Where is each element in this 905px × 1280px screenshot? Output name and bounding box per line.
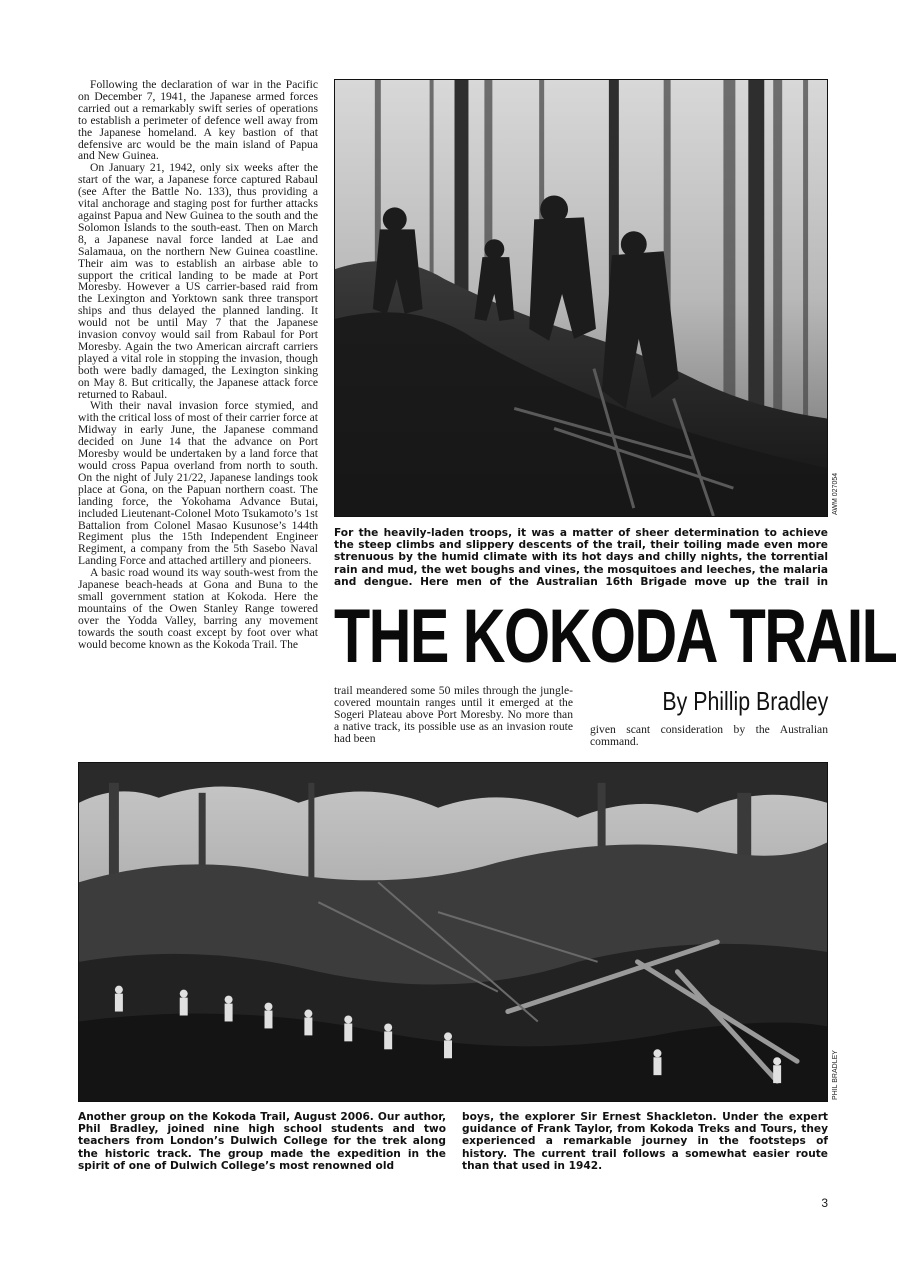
photo-caption-bottom-right: boys, the explorer Sir Ernest Shackleton. Under the expert guidance of Frank Taylor, from Kokoda Treks and Tours, they experienced a remarkable journey in the footsteps of history. The current trail follows a somewhat easier route than that used in 1942. <box>462 1111 828 1172</box>
photo-soldiers-image <box>335 80 827 516</box>
headline-text: THE KOKODA TRAIL <box>334 594 897 679</box>
page-number: 3 <box>821 1196 828 1210</box>
article-paragraph: With their naval invasion force stymied, and with the critical loss of most of their carrier force at Midway in early June, the Japanese command decided on June 14 that the advance on Port Moresby would be undertaken by a land force that would cross Papua overland from north to south. On the night of July 21/22, Japanese landings took place at Gona, on the Papuan northern coast. The landing force, the Yokohama Advance Butai, included Lieutenant-Colonel Moto Tsukamoto’s 1st Battalion from Colonel Masao Kusunose’s 144th Regiment plus the 15th Independent Engineer Regiment, a company from the 5th Sasebo Naval Landing Force and attached artillery and pioneers. <box>78 399 318 568</box>
article-paragraph: A basic road wound its way south-west from the Japanese beach-heads at Gona and Buna to the small government station at Kokoda. Here the mountains of the Owen Stanley Range towered over the Yodda Valley, barring any movement towards the south coast except by foot over what would become known as the Kokoda Trail. The <box>78 566 318 651</box>
article-paragraph: trail meandered some 50 miles through the jungle-covered mountain ranges until it emerged at the Sogeri Plateau above Port Moresby. No more than a native track, its possible use as an invasion route had been <box>334 685 573 745</box>
photo-trekking-image <box>79 763 827 1101</box>
article-paragraph: On January 21, 1942, only six weeks after the start of the war, a Japanese force captured Rabaul (see After the Battle No. 133), thus providing a vital anchorage and staging post for further attacks against Papua and New Guinea to the south and the Solomon Islands to the south-east. Then on March 8, a Japanese naval force landed at Lae and Salamaua, on the northern New Guinea coastline. Their aim was to establish an airbase able to support the critical landing to be made at Port Moresby. However a US carrier-based raid from the Lexington and Yorktown sank three transport ships and thus delayed the planned landing. It would not be until May 7 that the Japanese invasion convoy would sail from Rabaul for Port Moresby. Again the two American aircraft carriers played a vital role in stopping the invasion, though both were badly damaged, the Lexington sinking on May 8. But critically, the Japanese attack force returned to Rabaul. <box>78 161 318 401</box>
article-paragraph: Following the declaration of war in the Pacific on December 7, 1941, the Japanese armed forces carried out a remarkably swift series of operations to establish a perimeter of defence well away from the Japanese homeland. A key bastion of that defensive arc would be the main island of Papua and New Guinea. <box>78 79 318 163</box>
photo-credit: AWM 027054 <box>832 472 839 515</box>
photo-credit: PHIL BRADLEY <box>832 1050 839 1100</box>
article-paragraph: given scant consideration by the Australian command. <box>590 724 828 748</box>
photo-trekking-group <box>78 762 828 1102</box>
photo-caption-top: For the heavily-laden troops, it was a matter of sheer determination to achieve the steep climbs and slippery descents of the trail, their toiling made even more strenuous by the humid climate with its hot days and chilly nights, the torrential rain and mud, the wet boughs and vines, the mosquitoes and leeches, the malaria and dengue. Here men of the Australian 16th Brigade move up the trail in <box>334 527 828 588</box>
photo-soldiers-on-trail <box>334 79 828 517</box>
article-column-right <box>590 724 828 750</box>
article-headline <box>334 594 897 680</box>
article-column-mid <box>334 685 573 749</box>
byline-text: By Phillip Bradley <box>662 686 828 716</box>
article-column-left <box>78 79 318 751</box>
photo-caption-bottom-left: Another group on the Kokoda Trail, August 2006. Our author, Phil Bradley, joined nine high school students and two teachers from London’s Dulwich College for the trek along the historic track. The group made the expedition in the spirit of one of Dulwich College’s most renowned old <box>78 1111 446 1172</box>
article-byline <box>590 686 828 716</box>
